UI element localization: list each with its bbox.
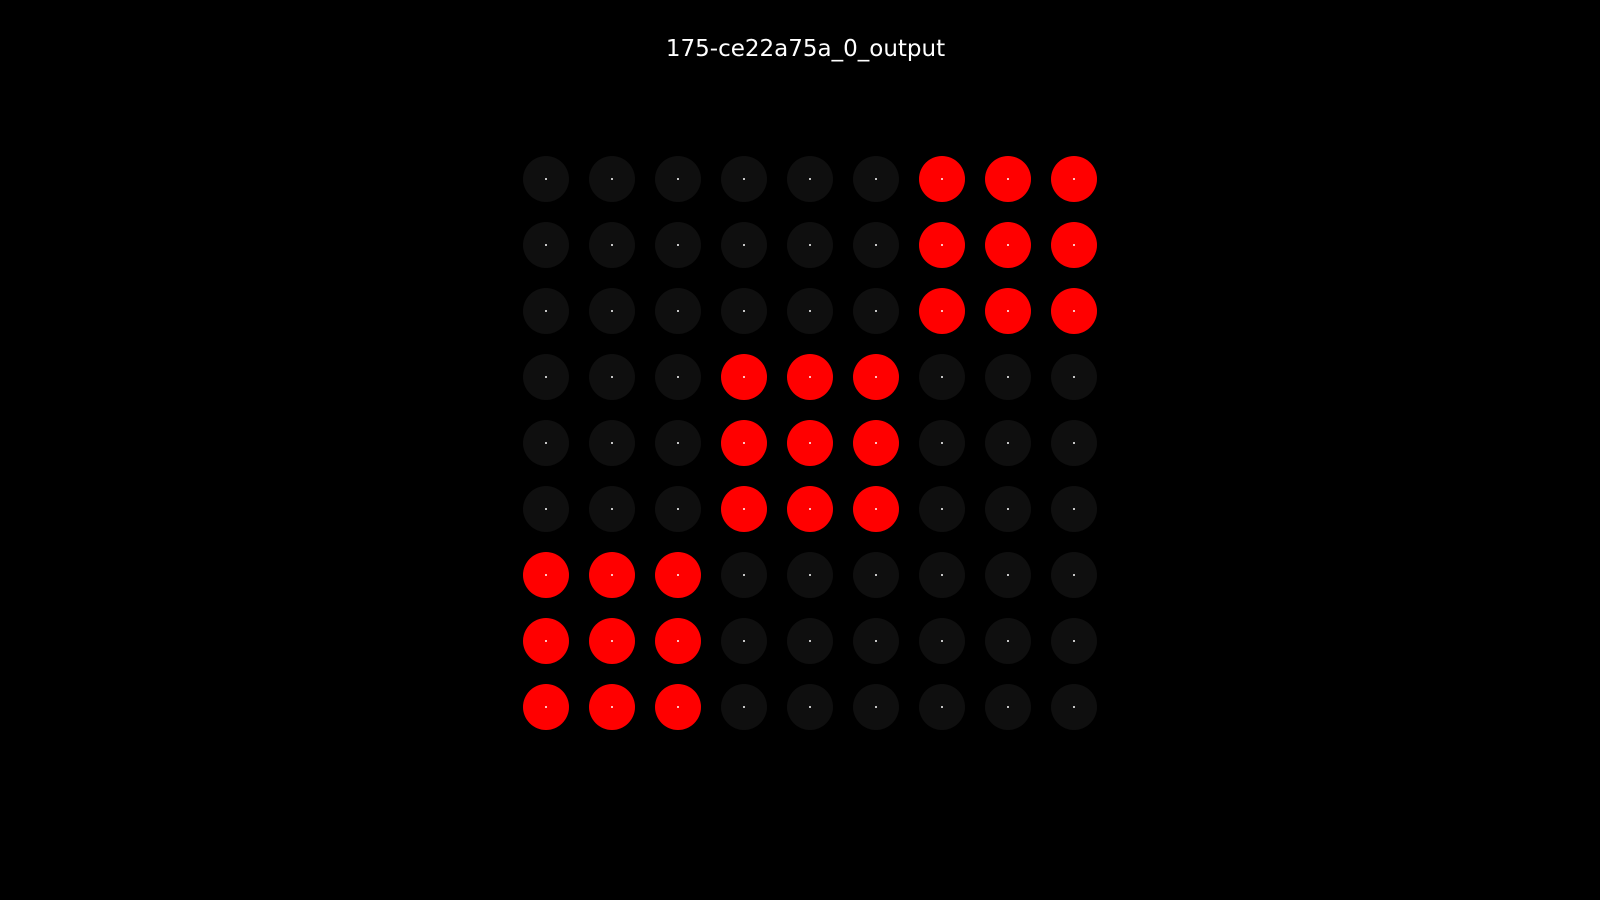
grid-cell-empty[interactable]: [523, 156, 569, 202]
grid-cell-empty[interactable]: [787, 222, 833, 268]
grid-cell-empty[interactable]: [721, 156, 767, 202]
grid-cell-empty[interactable]: [985, 354, 1031, 400]
grid-cell-empty[interactable]: [655, 156, 701, 202]
grid-cell-empty[interactable]: [721, 684, 767, 730]
grid-cell-red[interactable]: [589, 684, 635, 730]
grid-cell-red[interactable]: [1051, 288, 1097, 334]
grid-cell-empty[interactable]: [853, 552, 899, 598]
grid-cell-empty[interactable]: [523, 222, 569, 268]
grid-cell-empty[interactable]: [721, 618, 767, 664]
grid-cell-red[interactable]: [853, 354, 899, 400]
grid-cell-empty[interactable]: [985, 486, 1031, 532]
page-title: 175-ce22a75a_0_output: [665, 36, 946, 62]
grid-cell-red[interactable]: [721, 486, 767, 532]
grid-cell-red[interactable]: [787, 354, 833, 400]
grid-cell-empty[interactable]: [655, 354, 701, 400]
grid-cell-empty[interactable]: [853, 618, 899, 664]
grid-cell-empty[interactable]: [919, 684, 965, 730]
grid-cell-empty[interactable]: [787, 552, 833, 598]
grid-cell-empty[interactable]: [721, 288, 767, 334]
grid-cell-empty[interactable]: [523, 420, 569, 466]
grid-cell-red[interactable]: [655, 618, 701, 664]
grid-cell-empty[interactable]: [853, 288, 899, 334]
grid-cell-red[interactable]: [919, 288, 965, 334]
grid-cell-empty[interactable]: [1051, 354, 1097, 400]
grid-cell-empty[interactable]: [919, 420, 965, 466]
grid-cell-empty[interactable]: [985, 618, 1031, 664]
grid-cell-empty[interactable]: [589, 222, 635, 268]
grid-cell-empty[interactable]: [1051, 486, 1097, 532]
grid-cell-red[interactable]: [523, 684, 569, 730]
grid-cell-red[interactable]: [589, 552, 635, 598]
grid-cell-empty[interactable]: [919, 552, 965, 598]
grid-cell-red[interactable]: [853, 420, 899, 466]
grid-cell-empty[interactable]: [1051, 618, 1097, 664]
grid-cell-red[interactable]: [1051, 156, 1097, 202]
grid-cell-empty[interactable]: [589, 354, 635, 400]
grid-cell-empty[interactable]: [655, 420, 701, 466]
grid-cell-red[interactable]: [919, 156, 965, 202]
grid-cell-empty[interactable]: [589, 288, 635, 334]
grid-cell-empty[interactable]: [985, 420, 1031, 466]
grid-cell-empty[interactable]: [919, 354, 965, 400]
grid-cell-empty[interactable]: [523, 486, 569, 532]
grid-cell-empty[interactable]: [589, 156, 635, 202]
grid-cell-red[interactable]: [655, 684, 701, 730]
grid-cell-empty[interactable]: [1051, 684, 1097, 730]
grid-cell-red[interactable]: [589, 618, 635, 664]
grid-cell-empty[interactable]: [853, 222, 899, 268]
grid-cell-empty[interactable]: [787, 288, 833, 334]
grid-cell-empty[interactable]: [787, 156, 833, 202]
grid-cell-empty[interactable]: [787, 618, 833, 664]
grid-cell-empty[interactable]: [853, 684, 899, 730]
grid-cell-empty[interactable]: [1051, 420, 1097, 466]
grid-cell-red[interactable]: [721, 354, 767, 400]
grid-cell-empty[interactable]: [589, 486, 635, 532]
grid-cell-empty[interactable]: [853, 156, 899, 202]
grid-cell-empty[interactable]: [985, 552, 1031, 598]
grid-cell-red[interactable]: [919, 222, 965, 268]
grid-cell-empty[interactable]: [1051, 552, 1097, 598]
grid-cell-empty[interactable]: [721, 222, 767, 268]
grid-cell-red[interactable]: [523, 552, 569, 598]
grid-cell-red[interactable]: [523, 618, 569, 664]
grid-cell-red[interactable]: [787, 420, 833, 466]
grid-cell-empty[interactable]: [655, 486, 701, 532]
grid-cell-red[interactable]: [853, 486, 899, 532]
grid-cell-empty[interactable]: [589, 420, 635, 466]
grid-cell-empty[interactable]: [655, 288, 701, 334]
grid-cell-empty[interactable]: [721, 552, 767, 598]
grid-cell-empty[interactable]: [919, 618, 965, 664]
grid-cell-empty[interactable]: [523, 288, 569, 334]
grid-cell-empty[interactable]: [985, 684, 1031, 730]
grid-cell-empty[interactable]: [523, 354, 569, 400]
grid-cell-empty[interactable]: [787, 684, 833, 730]
grid-cell-red[interactable]: [655, 552, 701, 598]
grid-cell-red[interactable]: [985, 222, 1031, 268]
grid-cell-red[interactable]: [787, 486, 833, 532]
grid-board: [523, 156, 1097, 730]
grid-cell-red[interactable]: [1051, 222, 1097, 268]
grid-cell-empty[interactable]: [919, 486, 965, 532]
grid-cell-empty[interactable]: [655, 222, 701, 268]
grid-cell-red[interactable]: [985, 288, 1031, 334]
grid-cell-red[interactable]: [985, 156, 1031, 202]
grid-cell-red[interactable]: [721, 420, 767, 466]
